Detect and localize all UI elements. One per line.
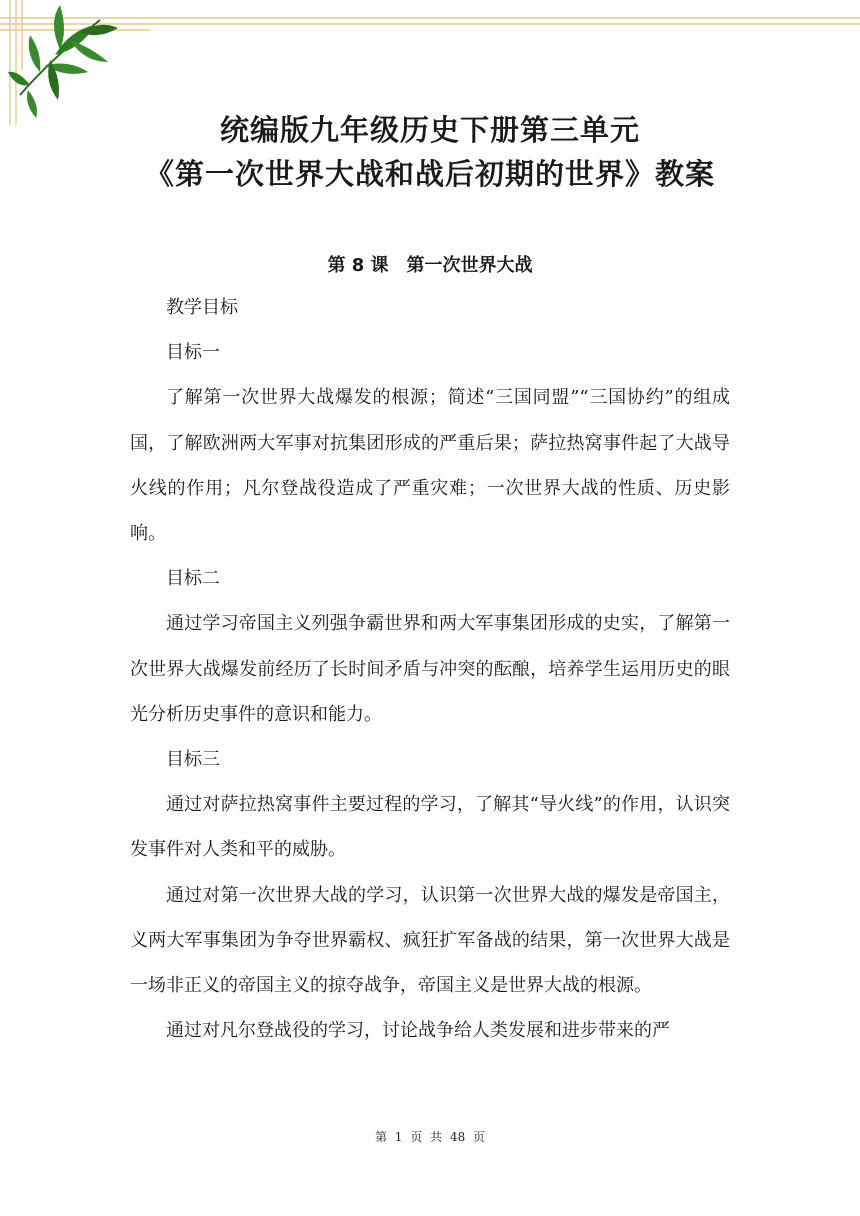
page-footer [0, 1128, 860, 1145]
paragraph: 了解第一次世界大战爆发的根源；简述“三国同盟”“三国协约”的组成国，了解欧洲两大军事对抗集团形成的严重后果；萨拉热窝事件起了大战导火线的作用；凡尔登战役造成了严重灾难；一次世界大战的性质、历史影响。 [130, 387, 730, 545]
paragraph: 通过对第一次世界大战的学习，认识第一次世界大战的爆发是帝国主，义两大军事集团为争夺世界霸权、疯狂扩军备战的结果，第一次世界大战是一场非正义的帝国主义的掠夺战争，帝国主义是世界大战的根源。 [130, 884, 730, 997]
bamboo-leaves-icon [8, 5, 118, 118]
footer-total-suffix: 页 [473, 1130, 486, 1144]
footer-prefix: 第 [374, 1130, 387, 1144]
footer-page-number: 1 [394, 1130, 403, 1144]
goal-heading-2: 目标二 [166, 568, 220, 590]
document-title-line2: 《第一次世界大战和战后初期的世界》教案 [144, 157, 715, 191]
document-title-line1: 统编版九年级历史下册第三单元 [219, 113, 640, 147]
paragraph: 通过学习帝国主义列强争霸世界和两大军事集团形成的史实，了解第一次世界大战爆发前经历了长时间矛盾与冲突的酝酿，培养学生运用历史的眼光分析历史事件的意识和能力。 [130, 613, 730, 725]
goal-heading-3: 目标三 [166, 749, 220, 771]
document-body [130, 285, 730, 1053]
footer-total-pages: 48 [449, 1130, 466, 1144]
section-heading-teaching-goals: 教学目标 [166, 297, 238, 318]
paragraph: 通过对凡尔登战役的学习，讨论战争给人类发展和进步带来的严 [166, 1020, 670, 1042]
footer-page-label: 页 [410, 1130, 423, 1144]
goal-heading-1: 目标一 [166, 342, 220, 364]
lesson-heading: 第 8 课 第一次世界大战 [327, 255, 533, 276]
gold-border-lines [0, 0, 860, 125]
footer-total-label: 共 [430, 1130, 443, 1144]
paragraph: 通过对萨拉热窝事件主要过程的学习，了解其“导火线”的作用，认识突发事件对人类和平的威胁。 [130, 794, 730, 861]
